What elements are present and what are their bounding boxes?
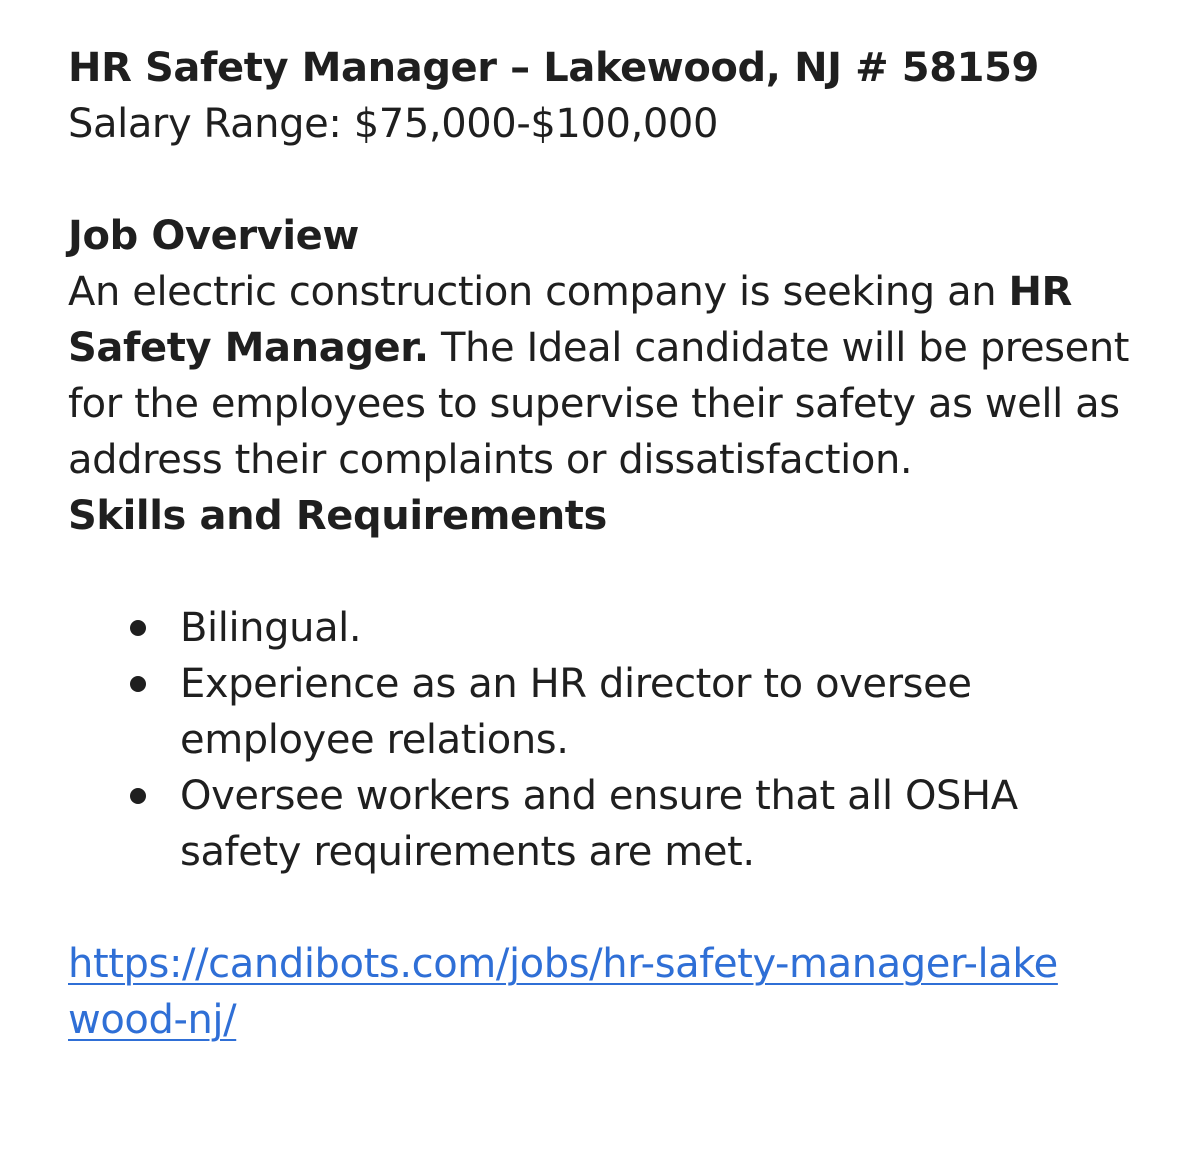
list-item-text: Experience as an HR director to oversee employee relations. xyxy=(180,661,972,763)
overview-text-start: An electric construction company is seeking an xyxy=(68,269,1009,315)
list-item xyxy=(68,768,1140,880)
overview-role-bold: HR Safety Manager. xyxy=(68,269,1072,371)
job-link-container xyxy=(68,936,1068,1048)
skills-list xyxy=(68,600,1140,880)
job-link[interactable]: https://candibots.com/jobs/hr-safety-manager-lakewood-nj/ xyxy=(68,941,1058,1043)
job-overview-heading: Job Overview xyxy=(68,213,359,259)
list-item xyxy=(68,600,1140,656)
list-item-text: Oversee workers and ensure that all OSHA safety requirements are met. xyxy=(180,773,1018,875)
overview-text-end: The Ideal candidate will be present for the employees to supervise their safety as well as address their complaints or dissatisfaction. xyxy=(68,325,1130,483)
salary-range: Salary Range: $75,000-$100,000 xyxy=(68,101,719,147)
list-item xyxy=(68,656,1140,768)
bullet-icon xyxy=(130,620,146,636)
skills-heading: Skills and Requirements xyxy=(68,493,607,539)
job-overview-text xyxy=(68,264,1140,488)
list-item-text: Bilingual. xyxy=(180,605,362,651)
job-title: HR Safety Manager – Lakewood, NJ # 58159 xyxy=(68,45,1039,91)
spacer xyxy=(68,152,1140,208)
bullet-icon xyxy=(130,788,146,804)
bullet-icon xyxy=(130,676,146,692)
